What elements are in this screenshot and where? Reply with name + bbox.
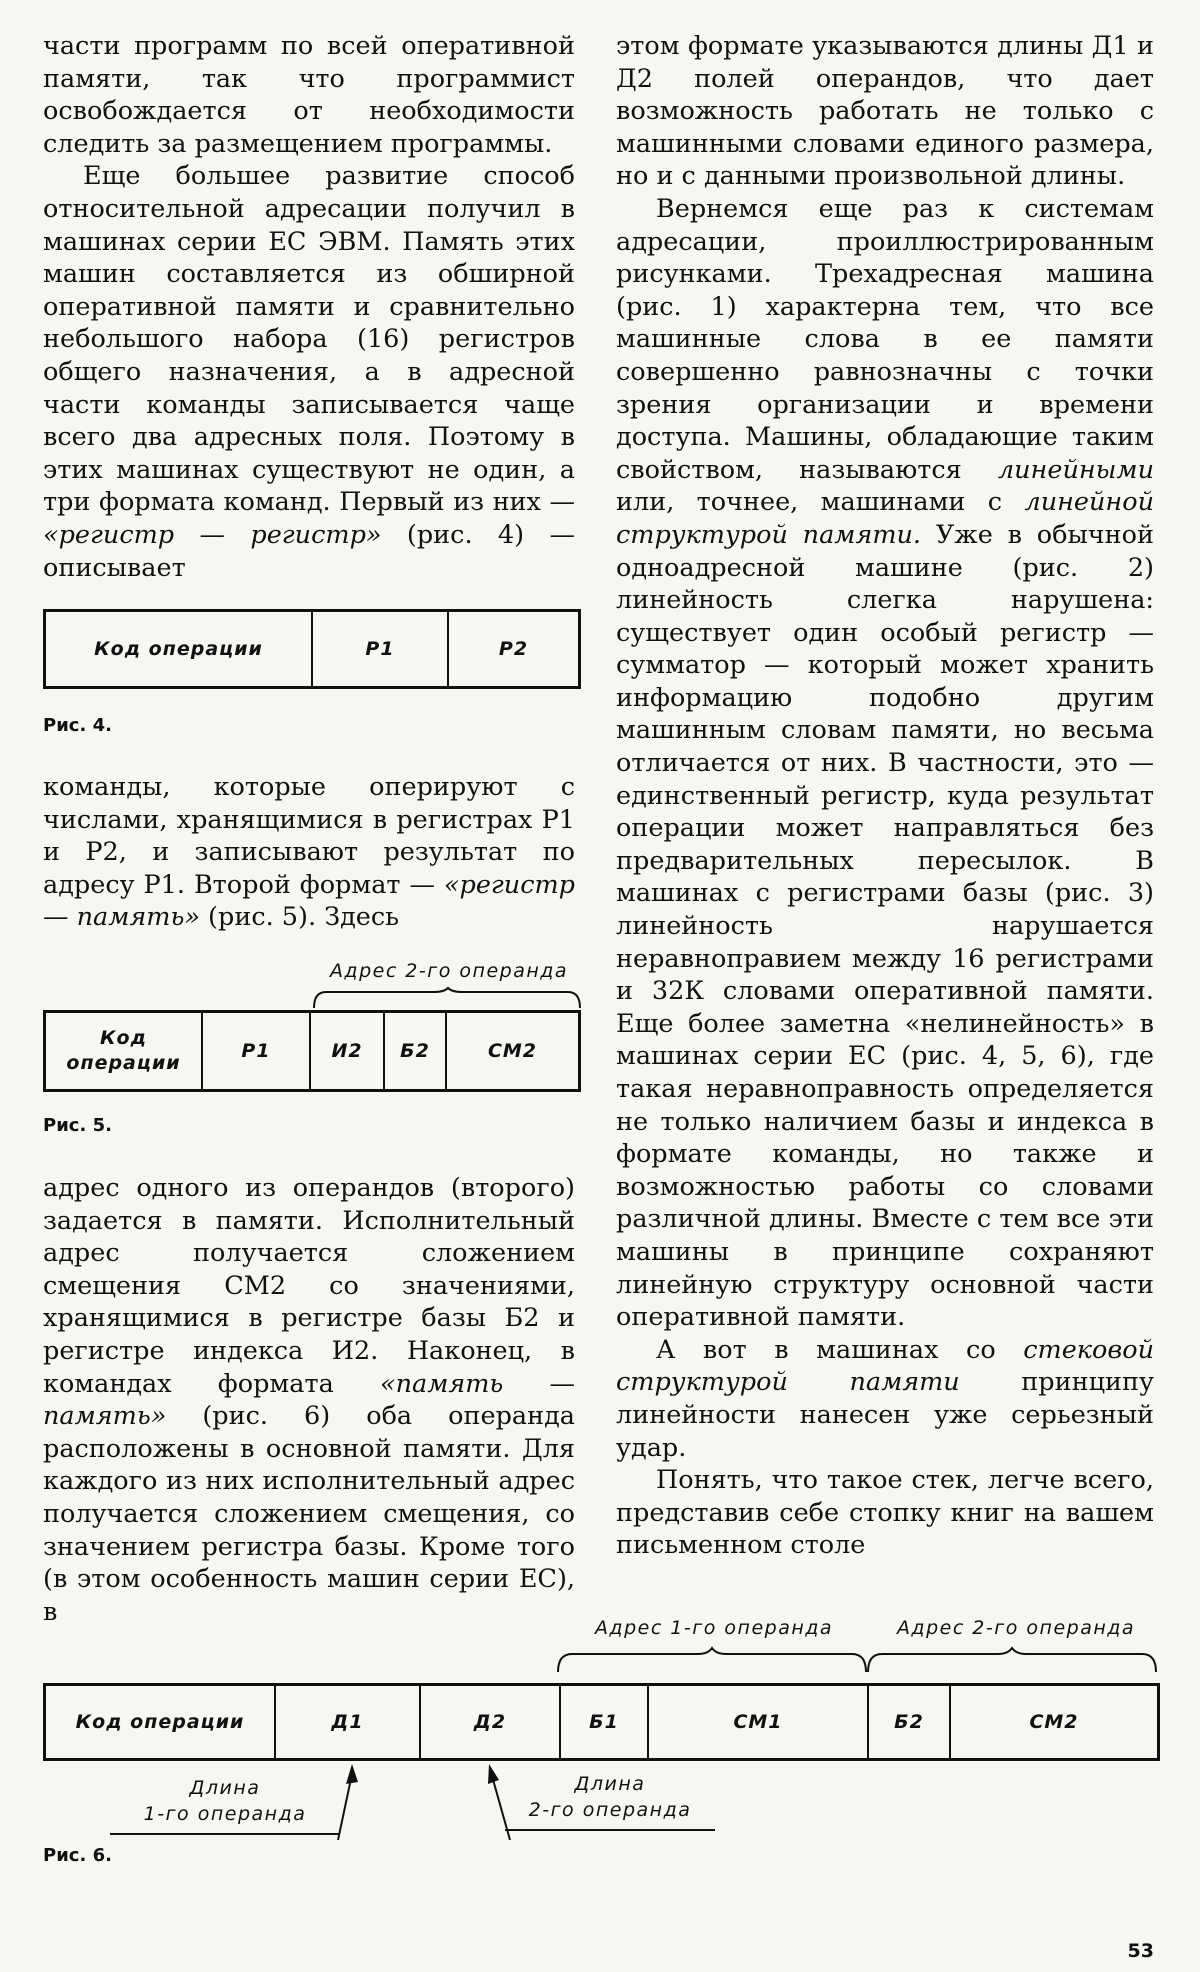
- fig4-caption: Рис. 4.: [43, 715, 112, 736]
- fig6-operand2-address-label: Адрес 2-го операнда: [896, 1617, 1136, 1639]
- fig6-d2-cell: Д2: [420, 1685, 560, 1760]
- right-paragraph-1: этом формате указываются длины Д1 и Д2 полей операндов, что дает возможность работать не только с машинными словами единого размера, но и с данными произвольной длины.: [616, 31, 1154, 192]
- left-paragraph-1: части программ по всей оперативной памяти, так что программист освобождается от необходимости следить за размещением программы.: [43, 31, 575, 159]
- fig5-operand-address-label: Адрес 2-го операнда: [329, 960, 569, 982]
- left-paragraph-2: Еще большее развитие способ относительной адресации получил в машинах серии ЕС ЭВМ. Память этих машин составляется из обширной оперативной памяти и сравнительно небольшого набора (16) регистров общего назначения, а в адресной части команды записывается чаще всего два адресных поля. Поэтому в этих машинах существуют не один, а три формата команд. Первый из них — «регистр — регистр» (рис. 4) — описывает: [43, 161, 575, 583]
- fig6-operand1-address-label: Адрес 1-го операнда: [594, 1617, 834, 1639]
- fig6-b2-cell: Б2: [868, 1685, 950, 1760]
- right-paragraph-4: Понять, что такое стек, легче всего, представив себе стопку книг на вашем письменном столе: [616, 1465, 1154, 1561]
- left-text-column-3: [43, 1172, 575, 1628]
- right-paragraph-3: А вот в машинах со стековой структурой памяти принципу линейности нанесен уже серьезный удар.: [616, 1334, 1154, 1463]
- right-text-column: [616, 30, 1154, 1562]
- fig4-opcode-cell: Код операции: [45, 611, 313, 688]
- fig5-r1-cell: Р1: [202, 1012, 310, 1091]
- fig6-opcode-cell: Код операции: [45, 1685, 276, 1760]
- fig6-length1-underline: [110, 1832, 340, 1836]
- fig5-b2-cell: Б2: [384, 1012, 446, 1091]
- fig5-command-format: [43, 1010, 581, 1092]
- fig6-length1-label: Длина 1-го операнда: [143, 1777, 307, 1825]
- fig6-cm2-cell: СМ2: [950, 1685, 1159, 1760]
- fig4-r2-cell: Р2: [448, 611, 580, 688]
- fig6-command-format: [43, 1683, 1160, 1761]
- fig5-caption: Рис. 5.: [43, 1115, 112, 1136]
- right-paragraph-2: Вернемся еще раз к системам адресации, проиллюстрированным рисунками. Трехадресная машина (рис. 1) характерна тем, что все машинные слова в ее памяти совершенно равнозначны с точки зрения организации и времени доступа. Машины, обладающие таким свойством, называются линейными или, точнее, машинами с линейной структурой памяти. Уже в обычной одноадресной машине (рис. 2) линейность слегка нарушена: существует один особый регистр — сумматор — который может хранить информацию подобно другим машинным словам памяти, но весьма отличается от них. В частности, это — единственный регистр, куда результат операции может направляться без предварительных пересылок. В машинах с регистрами базы (рис. 3) линейность нарушается неравноправием между 16 регистрами и 32К словами оперативной памяти. Еще более заметна «нелинейность» в машинах серии ЕС (рис. 4, 5, 6), где такая неравноправность определяется не только наличием базы и индекса в формате команды, но также и возможностью работы со словами различной длины. Вместе с тем все эти машины в принципе сохраняют линейную структуру основной части оперативной памяти.: [616, 193, 1155, 1333]
- fig6-length2-underline: [505, 1828, 715, 1832]
- fig6-operand1-brace: [556, 1648, 868, 1674]
- fig6-length2-label: Длина 2-го операнда: [528, 1773, 692, 1821]
- fig6-cm1-cell: СМ1: [648, 1685, 868, 1760]
- left-text-column-2: [43, 771, 575, 934]
- fig5-i2-cell: И2: [310, 1012, 384, 1091]
- left-paragraph-4: адрес одного из операндов (второго) задается в памяти. Исполнительный адрес получается сложением смещения СМ2 со значениями, хранящимися в регистре базы Б2 и регистре индекса И2. Наконец, в командах формата «память — память» (рис. 6) оба операнда расположены в основной памяти. Для каждого из них исполнительный адрес получается сложением смещения, со значением регистра базы. Кроме того (в этом особенность машин серии ЕС), в: [43, 1173, 576, 1627]
- fig6-b1-cell: Б1: [560, 1685, 648, 1760]
- fig4-r1-cell: Р1: [312, 611, 448, 688]
- fig5-operand-brace: [312, 988, 582, 1010]
- fig6-caption: Рис. 6.: [43, 1845, 112, 1866]
- fig6-operand2-brace: [866, 1648, 1158, 1674]
- fig5-cm2-cell: СМ2: [446, 1012, 580, 1091]
- left-text-column: [43, 30, 575, 584]
- left-paragraph-3: команды, которые оперируют с числами, хранящимися в регистрах Р1 и Р2, и записывают результат по адресу Р1. Второй формат — «регистр — память» (рис. 5). Здесь: [43, 772, 576, 933]
- fig6-d1-cell: Д1: [275, 1685, 420, 1760]
- page-number: 53: [1127, 1940, 1154, 1962]
- fig5-opcode-cell: Код операции: [45, 1012, 203, 1091]
- fig4-command-format: [43, 609, 581, 689]
